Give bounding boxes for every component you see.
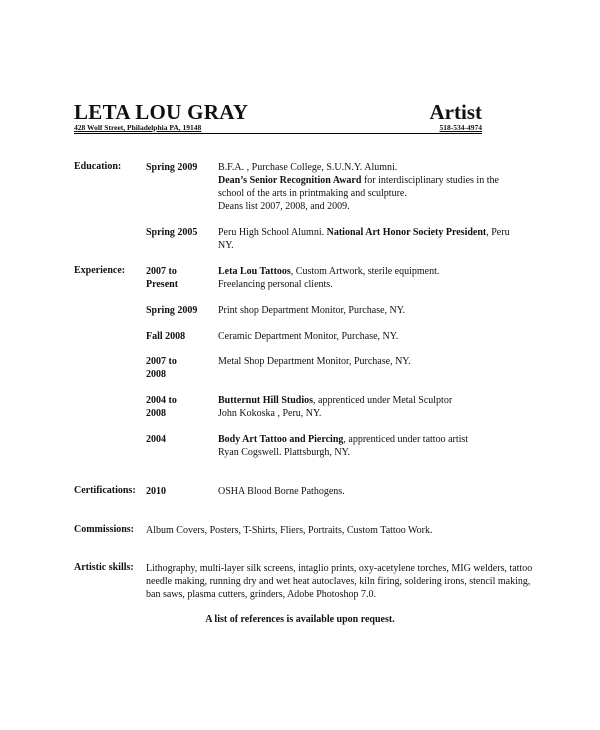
honor-name: National Art Honor Society President [326, 227, 487, 238]
experience-entry: Print shop Department Monitor, Purchase, NY. [218, 305, 406, 316]
education-entry [218, 161, 518, 213]
entry-text: , Custom Artwork, sterile equipment. [290, 266, 440, 277]
experience-entry [218, 265, 518, 291]
date-line: 2007 to [146, 266, 177, 277]
date-line: 2007 to [146, 356, 177, 367]
date-line: Present [146, 279, 179, 290]
skills-text [146, 588, 546, 601]
phone-number: 518-534-4974 [439, 123, 482, 132]
experience-entry [218, 394, 518, 420]
skills-label: Artistic skills: [74, 562, 134, 573]
experience-date: Fall 2008 [146, 331, 186, 342]
entry-text: Peru High School Alumni. [218, 227, 327, 238]
skills-text [146, 562, 546, 575]
entry-text: , apprenticed under Metal Sculptor [313, 395, 453, 406]
employer-name: Leta Lou Tattoos [218, 266, 291, 277]
job-title: Artist [429, 100, 482, 124]
skills-line: Lithography, multi-layer silk screens, intaglio prints, oxy-acetylene torches, MIG welders, tattoo [146, 563, 533, 574]
experience-entry: Ceramic Department Monitor, Purchase, NY. [218, 331, 399, 342]
skills-text [146, 575, 546, 588]
deans-list-line: Deans list 2007, 2008, and 2009. [218, 201, 350, 212]
date-line: 2008 [146, 369, 166, 380]
employer-name: Butternut Hill Studios [218, 395, 314, 406]
education-label: Education: [74, 161, 122, 172]
award-name: Dean’s Senior Recognition Award [218, 175, 362, 186]
award-detail: for interdisciplinary studies in the [361, 175, 499, 186]
entry-text: , Peru NY. [218, 227, 510, 251]
entry-line [218, 394, 518, 407]
entry-line: John Kokoska , Peru, NY. [218, 408, 322, 419]
experience-date [146, 355, 177, 381]
commissions-label: Commissions: [74, 524, 135, 535]
experience-date [146, 394, 177, 420]
commissions-text: Album Covers, Posters, T-Shirts, Fliers, Portraits, Custom Tattoo Work. [146, 525, 433, 536]
education-date: Spring 2009 [146, 162, 198, 173]
education-entry [218, 226, 518, 252]
experience-date [146, 265, 178, 291]
certification-date: 2010 [146, 486, 166, 497]
address: 428 Wolf Street, Philadelphia PA, 19148 [74, 123, 202, 132]
certifications-label: Certifications: [74, 485, 136, 496]
education-date: Spring 2005 [146, 227, 198, 238]
date-line: 2008 [146, 408, 166, 419]
experience-entry: Metal Shop Department Monitor, Purchase, NY. [218, 356, 411, 367]
certification-entry: OSHA Blood Borne Pathogens. [218, 486, 345, 497]
references-note: A list of references is available upon request. [205, 614, 395, 625]
entry-text: , apprenticed under tattoo artist [343, 434, 469, 445]
applicant-name: LETA LOU GRAY [74, 100, 249, 124]
entry-line [218, 433, 518, 446]
entry-line: Freelancing personal clients. [218, 279, 333, 290]
experience-entry [218, 433, 518, 459]
skills-line: ban saws, plasma cutters, grinders, Adobe Photoshop 7.0. [146, 589, 376, 600]
date-line: 2004 to [146, 395, 177, 406]
entry-line: Ryan Cogswell. Plattsburgh, NY. [218, 447, 351, 458]
award-line [218, 174, 518, 187]
experience-date: 2004 [146, 434, 166, 445]
entry-line [218, 265, 518, 278]
award-line-cont: school of the arts in printmaking and sculpture. [218, 188, 407, 199]
employer-name: Body Art Tattoo and Piercing [218, 434, 344, 445]
skills-line: needle making, running dry and wet heat autoclaves, kiln firing, soldering irons, stencil making, [146, 576, 531, 587]
degree-line: B.F.A. , Purchase College, S.U.N.Y. Alumni. [218, 162, 398, 173]
experience-date: Spring 2009 [146, 305, 198, 316]
experience-label: Experience: [74, 265, 126, 276]
